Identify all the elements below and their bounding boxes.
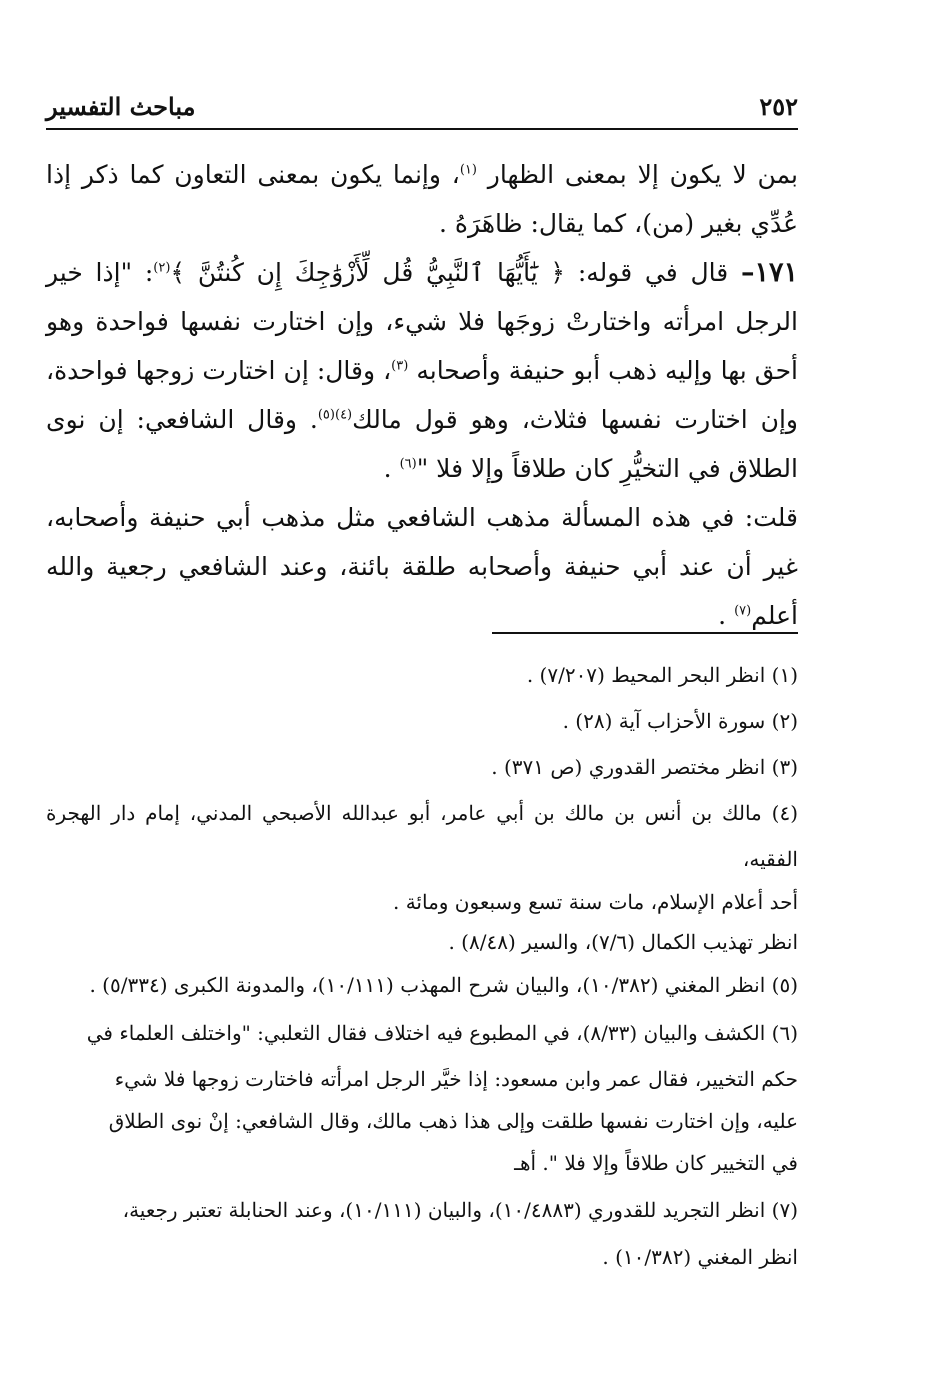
footnote-line: (٣) انظر مختصر القدوري (ص ٣٧١) .	[491, 755, 798, 779]
footnote-6	[46, 1008, 798, 1184]
footnote-line: حكم التخيير، فقال عمر وابن مسعود: إذا خيَّر الرجل امرأته فاختارت زوجها فلا شيء	[114, 1067, 798, 1091]
p2-text-c: ، وقال: إن اختارت زوجها فواحدة، وإن اختارت نفسها فثلاث، وهو قول مالك	[46, 356, 799, 434]
footnote-5	[46, 962, 798, 1008]
footnote-separator	[492, 632, 798, 634]
paragraph-171	[46, 248, 798, 493]
paragraph-1	[46, 150, 798, 248]
footnote-ref-6[interactable]: (٦)	[399, 456, 417, 472]
p3-text-b: .	[718, 601, 727, 630]
section-number: ١٧١–	[740, 257, 798, 288]
footnote-ref-1[interactable]: (١)	[459, 162, 477, 178]
p2-text-e: .	[383, 454, 392, 483]
p2-text-d: . وقال الشافعي: إن نوى الطلاق في التخيُّرِ كان طلاقاً وإلا فلا "	[46, 405, 798, 483]
page-number: ٢٥٢	[759, 92, 798, 121]
main-text	[46, 150, 798, 640]
footnote-ref-4[interactable]: (٤)	[334, 407, 353, 423]
footnote-4	[46, 790, 798, 962]
paragraph-3	[46, 493, 798, 640]
footnote-line: (٤) مالك بن أنس بن مالك بن أبي عامر، أبو عبدالله الأصبحي المدني، إمام دار الهجرة الفقيه،	[46, 801, 798, 871]
footnote-ref-3[interactable]: (٣)	[391, 358, 409, 374]
footnote-line: انظر المغني (١٠/٣٨٢) .	[602, 1245, 798, 1269]
footnote-ref-7[interactable]: (٧)	[734, 603, 752, 619]
footnote-ref-2[interactable]: (٢)	[153, 260, 171, 276]
footnote-7	[46, 1184, 798, 1278]
p1-text-b: ، وإنما يكون بمعنى التعاون كما ذكر إذا عُدِّي بغير (من)، كما يقال: ظاهَرَهُ .	[46, 160, 798, 238]
p3-text-a: قلت: في هذه المسألة مذهب الشافعي مثل مذهب أبي حنيفة وأصحابه، غير أن عند أبي حنيفة وأصحابه طلقة بائنة، وعند الشافعي رجعية والله أعلم	[46, 503, 798, 630]
footnote-line: انظر تهذيب الكمال (٧/٦)، والسير (٨/٤٨) .	[448, 930, 798, 954]
p2-text-a: قال في قوله: ﴿ يَٰٓأَيُّهَا ٱلنَّبِيُّ قُل لِّأَزْوَٰجِكَ إِن كُنتُنَّ ﴾	[170, 258, 729, 287]
p2-text-b: : "إذا خير الرجل امرأته واختارتْ زوجَها فلا شيء، وإن اختارت نفسها فواحدة وهو أحق بها وإليه ذهب أبو حنيفة وأصحابه	[46, 258, 798, 385]
footnote-line: في التخيير كان طلاقاً وإلا فلا ". أهـ	[514, 1151, 798, 1175]
footnote-line: (١) انظر البحر المحيط (٧/٢٠٧) .	[526, 663, 798, 687]
footnote-line: (٦) الكشف والبيان (٨/٣٣)، في المطبوع فيه اختلاف فقال الثعلبي: "واختلف العلماء في	[86, 1021, 798, 1045]
p1-text-a: بمن لا يكون إلا بمعنى الظهار	[487, 160, 798, 189]
footnote-line: أحد أعلام الإسلام، مات سنة تسع وسبعون ومائة .	[392, 890, 798, 914]
footnotes	[46, 652, 798, 1278]
footnote-3	[46, 744, 798, 790]
footnote-line: عليه، وإن اختارت نفسها طلقت وإلى هذا ذهب مالك، وقال الشافعي: إنْ نوى الطلاق	[108, 1109, 798, 1133]
footnote-line: (٧) انظر التجريد للقدوري (١٠/٤٨٨٣)، والبيان (١٠/١١١)، وعند الحنابلة تعتبر رجعية،	[122, 1198, 798, 1222]
footnote-1	[46, 652, 798, 698]
footnote-2	[46, 698, 798, 744]
header-rule	[46, 128, 798, 130]
footnote-ref-5[interactable]: (٥)	[317, 407, 335, 423]
footnote-line: (٥) انظر المغني (١٠/٣٨٢)، والبيان شرح المهذب (١٠/١١١)، والمدونة الكبرى (٥/٣٣٤) .	[89, 973, 798, 997]
footnote-line: (٢) سورة الأحزاب آية (٢٨) .	[562, 709, 798, 733]
running-header	[46, 92, 798, 132]
running-title: مباحث التفسير	[46, 92, 196, 121]
